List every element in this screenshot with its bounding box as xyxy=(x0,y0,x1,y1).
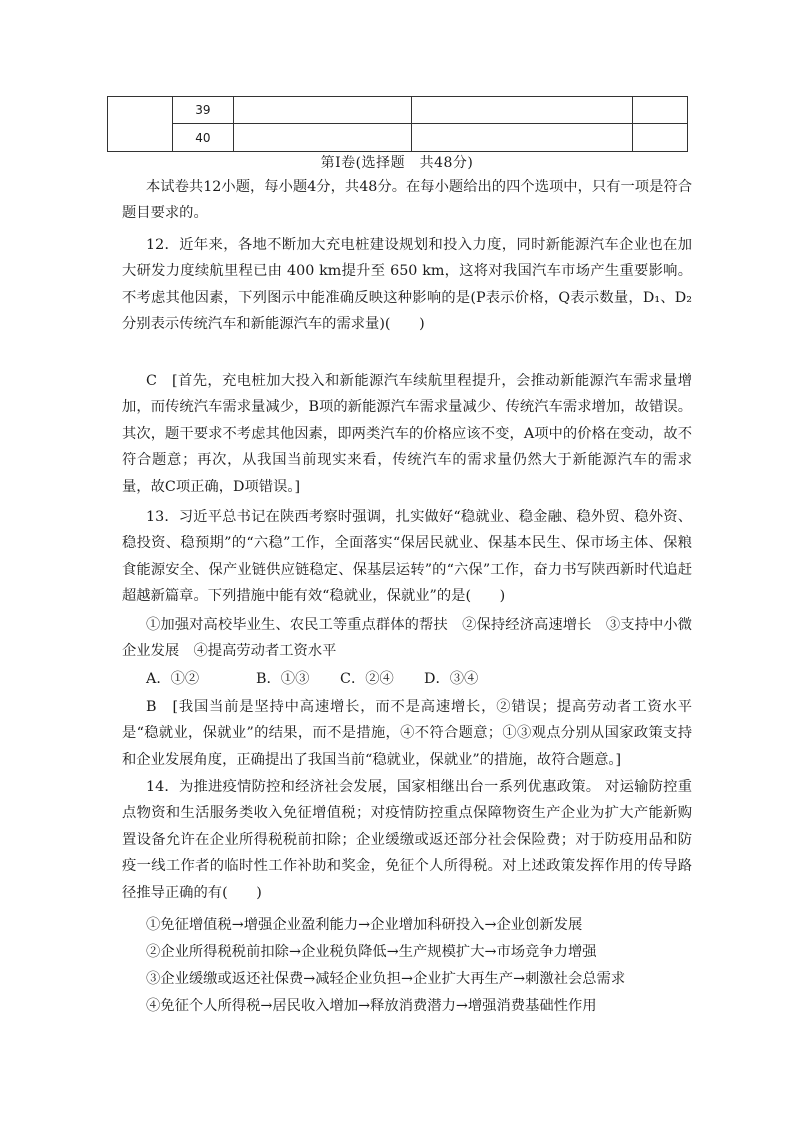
choice-a: A．①② xyxy=(146,671,200,687)
question-12-stem: 12．近年来，各地不断加大充电桩建设规划和投入力度，同时新能源汽车企业也在加大研发力度续航里程已由 400 km提升至 650 km，这将对我国汽车市场产生重要影响。不考虑其他因素，下列图示中能准确反映这种影响的是(P表示价格，Q表示数量，D₁、D₂分别表示传统汽车和新能源汽车的需求量)( ) xyxy=(122,237,692,333)
table-cell-number: 40 xyxy=(172,124,233,152)
table-row xyxy=(108,124,688,152)
table-cell-answer xyxy=(233,97,412,124)
question-13-options: ①加强对高校毕业生、农民工等重点群体的帮扶 ②保持经济高速增长 ③支持中小微企业发展 ④提高劳动者工资水平 xyxy=(122,617,692,660)
answer-table xyxy=(107,96,688,152)
question-14-option-1: ①免征增值税→增强企业盈利能力→企业增加科研投入→企业创新发展 xyxy=(146,917,583,933)
table-cell-answer xyxy=(633,124,688,152)
table-row xyxy=(108,97,688,124)
question-13-answer: B [我国当前是坚持中高速增长，而不是高速增长，②错误；提高劳动者工资水平是“稳就业，保就业”的结果，而不是措施，④不符合题意；①③观点分别从国家政策支持和企业发展角度，正确提出了我国当前“稳就业，保就业”的措施，故符合题意。] xyxy=(122,699,692,768)
question-13-stem: 13．习近平总书记在陕西考察时强调，扎实做好“稳就业、稳金融、稳外贸、稳外资、稳投资、稳预期”的“六稳”工作，全面落实“保居民就业、保基本民生、保市场主体、保粮食能源安全、保产业链供应链稳定、保基层运转”的“六保”工作，奋力书写陕西新时代追赶超越新篇章。下列措施中能有效“稳就业，保就业”的是( ) xyxy=(122,509,692,605)
section-title: 第Ⅰ卷(选择题 共48分) xyxy=(320,155,474,171)
section-intro: 本试卷共12小题，每小题4分，共48分。在每小题给出的四个选项中，只有一项是符合题目要求的。 xyxy=(122,179,692,222)
question-14-option-3: ③企业缓缴或返还社保费→减轻企业负担→企业扩大再生产→刺激社会总需求 xyxy=(146,971,626,987)
choice-b: B．①③ xyxy=(256,671,310,687)
question-13-choices xyxy=(146,666,478,692)
table-cell-number: 39 xyxy=(172,97,233,124)
table-cell-answer xyxy=(633,97,688,124)
table-cell-answer xyxy=(412,97,633,124)
question-14-option-4: ④免征个人所得税→居民收入增加→释放消费潜力→增强消费基础性作用 xyxy=(146,998,597,1014)
question-14-stem: 14．为推进疫情防控和经济社会发展，国家相继出台一系列优惠政策。 对运输防控重点物资和生活服务类收入免征增值税；对疫情防控重点保障物资生产企业为扩大产能新购置设备允许在企业所得税税前扣除；企业缓缴或返还部分社会保险费；对于防疫用品和防疫一线工作者的临时性工作补助和奖金，免征个人所得税。对上述政策发挥作用的传导路径推导正确的有( ) xyxy=(122,779,692,901)
question-14-option-2: ②企业所得税税前扣除→企业税负降低→生产规模扩大→市场竞争力增强 xyxy=(146,944,597,960)
table-cell-answer xyxy=(233,124,412,152)
choice-d: D．③④ xyxy=(424,671,479,687)
table-cell-answer xyxy=(412,124,633,152)
question-12-answer: C [首先，充电桩加大投入和新能源汽车续航里程提升，会推动新能源汽车需求量增加，而传统汽车需求量减少，B项的新能源汽车需求量减少、传统汽车需求增加，故错误。其次，题干要求不考虑其他因素，即两类汽车的价格应该不变，A项中的价格在变动，故不符合题意；再次，从我国当前现实来看，传统汽车的需求量仍然大于新能源汽车的需求量，故C项正确，D项错误。] xyxy=(122,373,692,495)
choice-c: C．②④ xyxy=(340,671,394,687)
table-cell-group xyxy=(108,97,173,152)
